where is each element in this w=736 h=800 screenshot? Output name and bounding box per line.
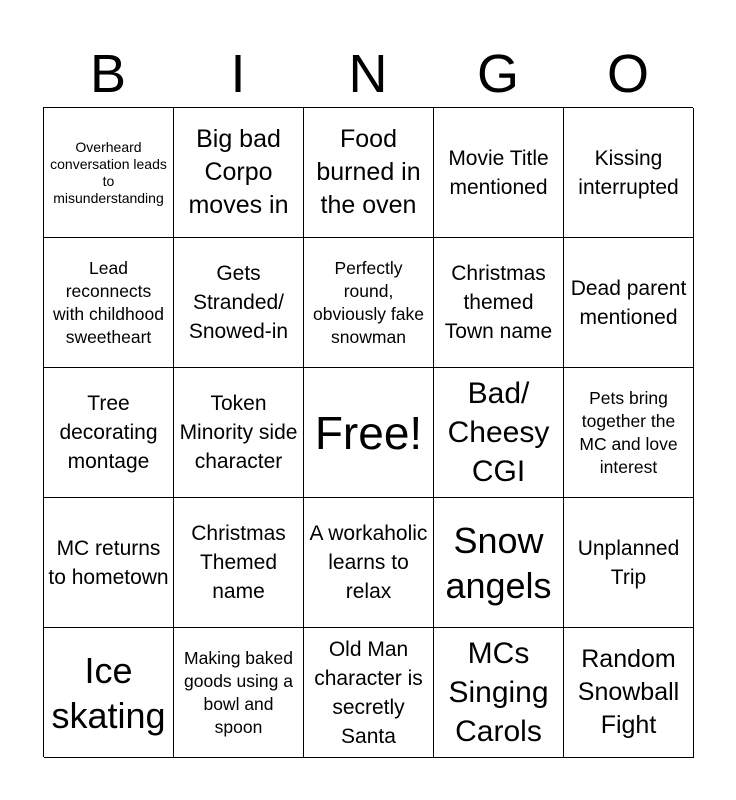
cell-text: Overheard conversation leads to misunderstanding	[50, 138, 167, 206]
cell-text: Dead parent mentioned	[570, 276, 687, 329]
bingo-cell[interactable]	[44, 108, 174, 238]
bingo-cell[interactable]	[564, 498, 694, 628]
cell-text: Old Man character is secretly Santa	[314, 637, 423, 748]
bingo-cell[interactable]	[434, 238, 564, 368]
bingo-grid	[43, 107, 693, 757]
bingo-cell[interactable]	[434, 628, 564, 758]
bingo-cell[interactable]	[564, 108, 694, 238]
free-space-cell[interactable]	[304, 368, 434, 498]
cell-text: Ice skating	[51, 649, 166, 736]
bingo-cell[interactable]	[174, 628, 304, 758]
bingo-cell[interactable]	[44, 498, 174, 628]
header-letter-o: O	[606, 44, 649, 104]
cell-text: Perfectly round, obviously fake snowman	[313, 257, 424, 347]
bingo-cell[interactable]	[174, 368, 304, 498]
bingo-header	[43, 40, 693, 108]
cell-text: Gets Stranded/ Snowed-in	[188, 262, 289, 343]
bingo-cell[interactable]	[44, 368, 174, 498]
bingo-cell[interactable]	[434, 368, 564, 498]
header-letter-i: I	[230, 44, 246, 104]
cell-text: Pets bring together the MC and love interest	[579, 387, 678, 477]
bingo-cell[interactable]	[174, 498, 304, 628]
cell-text: Lead reconnects with childhood sweetheart	[53, 257, 164, 347]
bingo-cell[interactable]	[44, 238, 174, 368]
header-letter-n: N	[348, 44, 388, 104]
cell-text: Food burned in the oven	[316, 125, 421, 219]
cell-text: Token Minority side character	[179, 392, 298, 473]
cell-text: A workaholic learns to relax	[309, 522, 428, 603]
free-space-text: Free!	[314, 406, 423, 459]
cell-text: MCs Singing Carols	[448, 637, 549, 748]
cell-text: Snow angels	[445, 519, 552, 606]
cell-text: Random Snowball Fight	[577, 645, 680, 739]
bingo-cell[interactable]	[564, 628, 694, 758]
bingo-cell[interactable]	[564, 368, 694, 498]
cell-text: Christmas Themed name	[191, 522, 286, 603]
bingo-cell[interactable]	[174, 108, 304, 238]
cell-text: Big bad Corpo moves in	[188, 125, 289, 219]
cell-text: Bad/ Cheesy CGI	[447, 377, 550, 488]
header-letter-g: G	[476, 44, 519, 104]
bingo-cell[interactable]	[564, 238, 694, 368]
cell-text: Movie Title mentioned	[448, 146, 549, 199]
bingo-cell[interactable]	[304, 498, 434, 628]
cell-text: MC returns to hometown	[48, 536, 169, 589]
bingo-cell[interactable]	[434, 498, 564, 628]
cell-text: Unplanned Trip	[577, 536, 680, 589]
cell-text: Making baked goods using a bowl and spoon	[184, 647, 293, 737]
bingo-cell[interactable]	[44, 628, 174, 758]
bingo-cell[interactable]	[304, 628, 434, 758]
header-letter-b: B	[89, 44, 127, 104]
cell-text: Christmas themed Town name	[444, 262, 553, 343]
cell-text: Tree decorating montage	[59, 392, 158, 473]
bingo-cell[interactable]	[434, 108, 564, 238]
bingo-cell[interactable]	[304, 108, 434, 238]
cell-text: Kissing interrupted	[578, 146, 679, 199]
bingo-cell[interactable]	[304, 238, 434, 368]
bingo-cell[interactable]	[174, 238, 304, 368]
